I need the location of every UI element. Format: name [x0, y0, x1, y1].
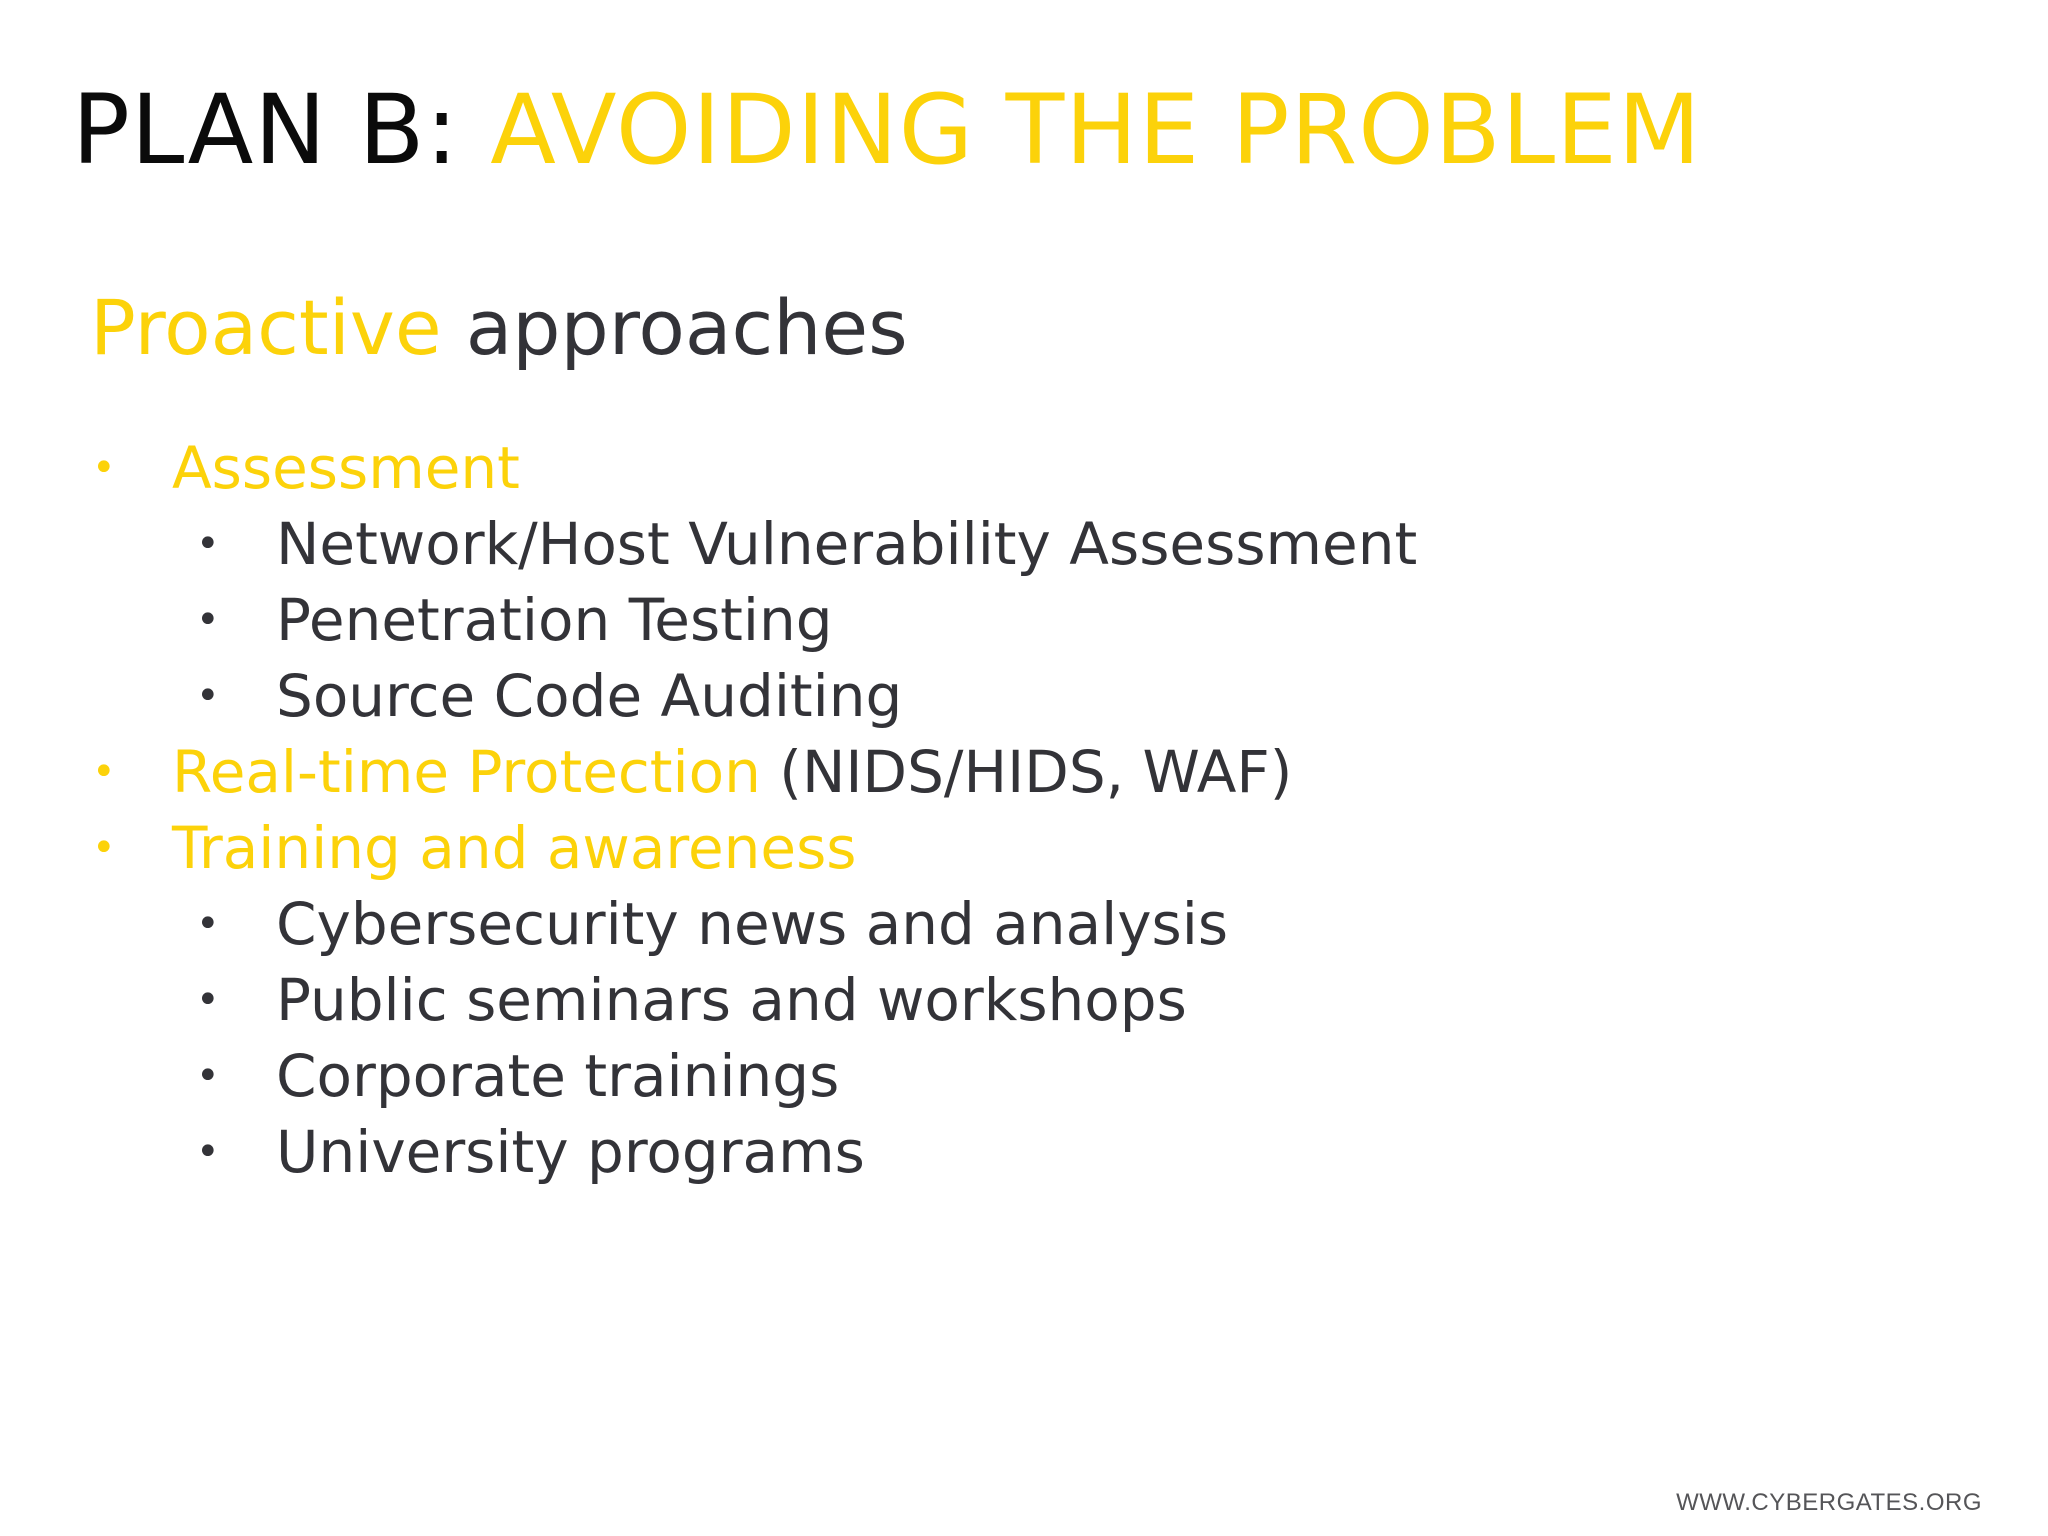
bullet-text: Penetration Testing: [276, 586, 833, 654]
bullet-subitem-cybersecurity-news: [0, 886, 1417, 962]
bullet-subitem-vulnerability-assessment: [0, 506, 1417, 582]
bullet-dot-icon: •: [196, 977, 220, 1023]
bullet-subitem-corporate-trainings: [0, 1038, 1417, 1114]
slide-title: [72, 72, 1702, 188]
bullet-dot-icon: •: [92, 825, 116, 871]
slide-subtitle: [90, 282, 908, 374]
bullet-text: Cybersecurity news and analysis: [276, 890, 1229, 958]
subtitle-rest: approaches: [441, 283, 908, 372]
bullet-item-training-and-awareness: [0, 810, 1417, 886]
bullet-text: Source Code Auditing: [276, 662, 903, 730]
bullet-dot-icon: •: [196, 597, 220, 643]
bullet-text: Corporate trainings: [276, 1042, 840, 1110]
bullet-dot-icon: •: [92, 445, 116, 491]
bullet-item-real-time-protection: [0, 734, 1417, 810]
title-colon: :: [425, 74, 459, 186]
bullet-text: Public seminars and workshops: [276, 966, 1187, 1034]
bullet-dot-icon: •: [196, 1129, 220, 1175]
bullet-heading: Training and awareness: [172, 814, 857, 882]
bullet-subitem-public-seminars: [0, 962, 1417, 1038]
bullet-dot-icon: •: [92, 749, 116, 795]
title-prefix: PLAN B: [72, 74, 426, 186]
bullet-subitem-source-code-auditing: [0, 658, 1417, 734]
bullet-dot-icon: •: [196, 901, 220, 947]
bullet-subitem-university-programs: [0, 1114, 1417, 1190]
bullet-dot-icon: •: [196, 673, 220, 719]
bullet-heading: Real-time Protection: [172, 738, 761, 806]
bullet-item-assessment: [0, 430, 1417, 506]
bullet-heading: Assessment: [172, 434, 520, 502]
title-highlight: AVOIDING THE PROBLEM: [458, 74, 1702, 186]
bullet-list: [0, 430, 1417, 1190]
footer-url: WWW.CYBERGATES.ORG: [1676, 1489, 1982, 1516]
bullet-text: Network/Host Vulnerability Assessment: [276, 510, 1418, 578]
bullet-note: (NIDS/HIDS, WAF): [760, 738, 1293, 806]
bullet-text: University programs: [276, 1118, 865, 1186]
subtitle-highlight: Proactive: [90, 283, 442, 372]
bullet-dot-icon: •: [196, 1053, 220, 1099]
bullet-subitem-penetration-testing: [0, 582, 1417, 658]
bullet-dot-icon: •: [196, 521, 220, 567]
